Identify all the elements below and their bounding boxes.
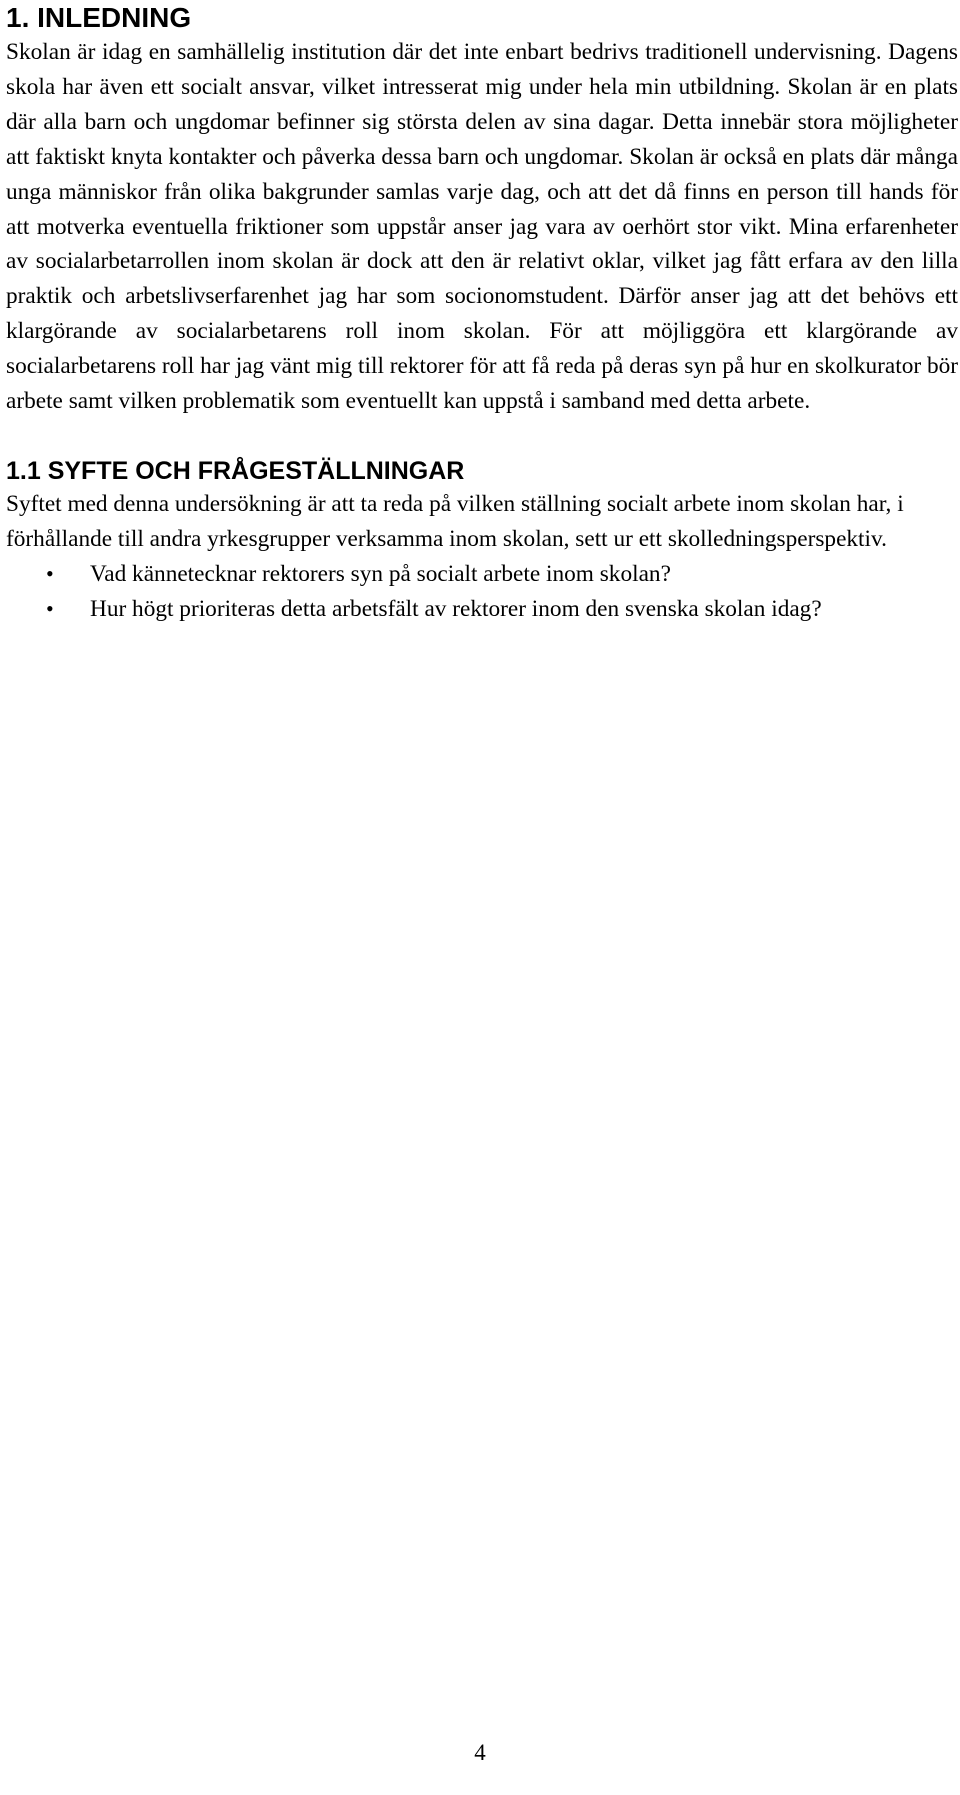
list-item [6,592,958,627]
page-number: 4 [474,1740,486,1765]
section-purpose [6,455,958,627]
introduction-paragraph: Skolan är idag en samhällelig institution där det inte enbart bedrivs traditionell undervisning. Dagens skola har även ett socialt ansvar, vilket intresserat mig under hela min utbildning. Skolan är en plats där alla barn och ungdomar befinner sig största delen av sina dagar. Detta innebär stora möjligheter att faktiskt knyta kontakter och påverka dessa barn och ungdomar. Skolan är också en plats där många unga människor från olika bakgrunder samlas varje dag, och att det då finns en person till hands för att motverka eventuella friktioner som uppstår anser jag vara av oerhört stor vikt. Mina erfarenheter av socialarbetarrollen inom skolan är dock att den är relativt oklar, vilket jag fått erfara av den lilla praktik och arbetslivserfarenhet jag har som socionomstudent. Därför anser jag att det behövs ett klargörande av socialarbetarens roll inom skolan. För att möjliggöra ett klargörande av socialarbetarens roll har jag vänt mig till rektorer för att få reda på deras syn på hur en skolkurator bör arbete samt vilken problematik som eventuellt kan uppstå i samband med detta arbete. [6,39,958,415]
question-text: Vad kännetecknar rektorers syn på socialt arbete inom skolan? [90,560,671,587]
section-introduction [6,0,958,419]
question-text: Hur högt prioriteras detta arbetsfält av rektorer inom den svenska skolan idag? [90,595,822,622]
purpose-paragraph: Syftet med denna undersökning är att ta reda på vilken ställning socialt arbete inom skolan har, i förhållande till andra yrkesgrupper verksamma inom skolan, sett ur ett skolledningsperspektiv. [6,490,904,552]
list-item [6,557,958,592]
bullet-icon: • [46,595,54,621]
section-heading-purpose: 1.1 SYFTE OCH FRÅGESTÄLLNINGAR [6,456,465,485]
research-questions-list [6,557,958,627]
section-heading-introduction: 1. INLEDNING [6,2,192,33]
document-page [6,0,958,627]
bullet-icon: • [46,560,54,586]
